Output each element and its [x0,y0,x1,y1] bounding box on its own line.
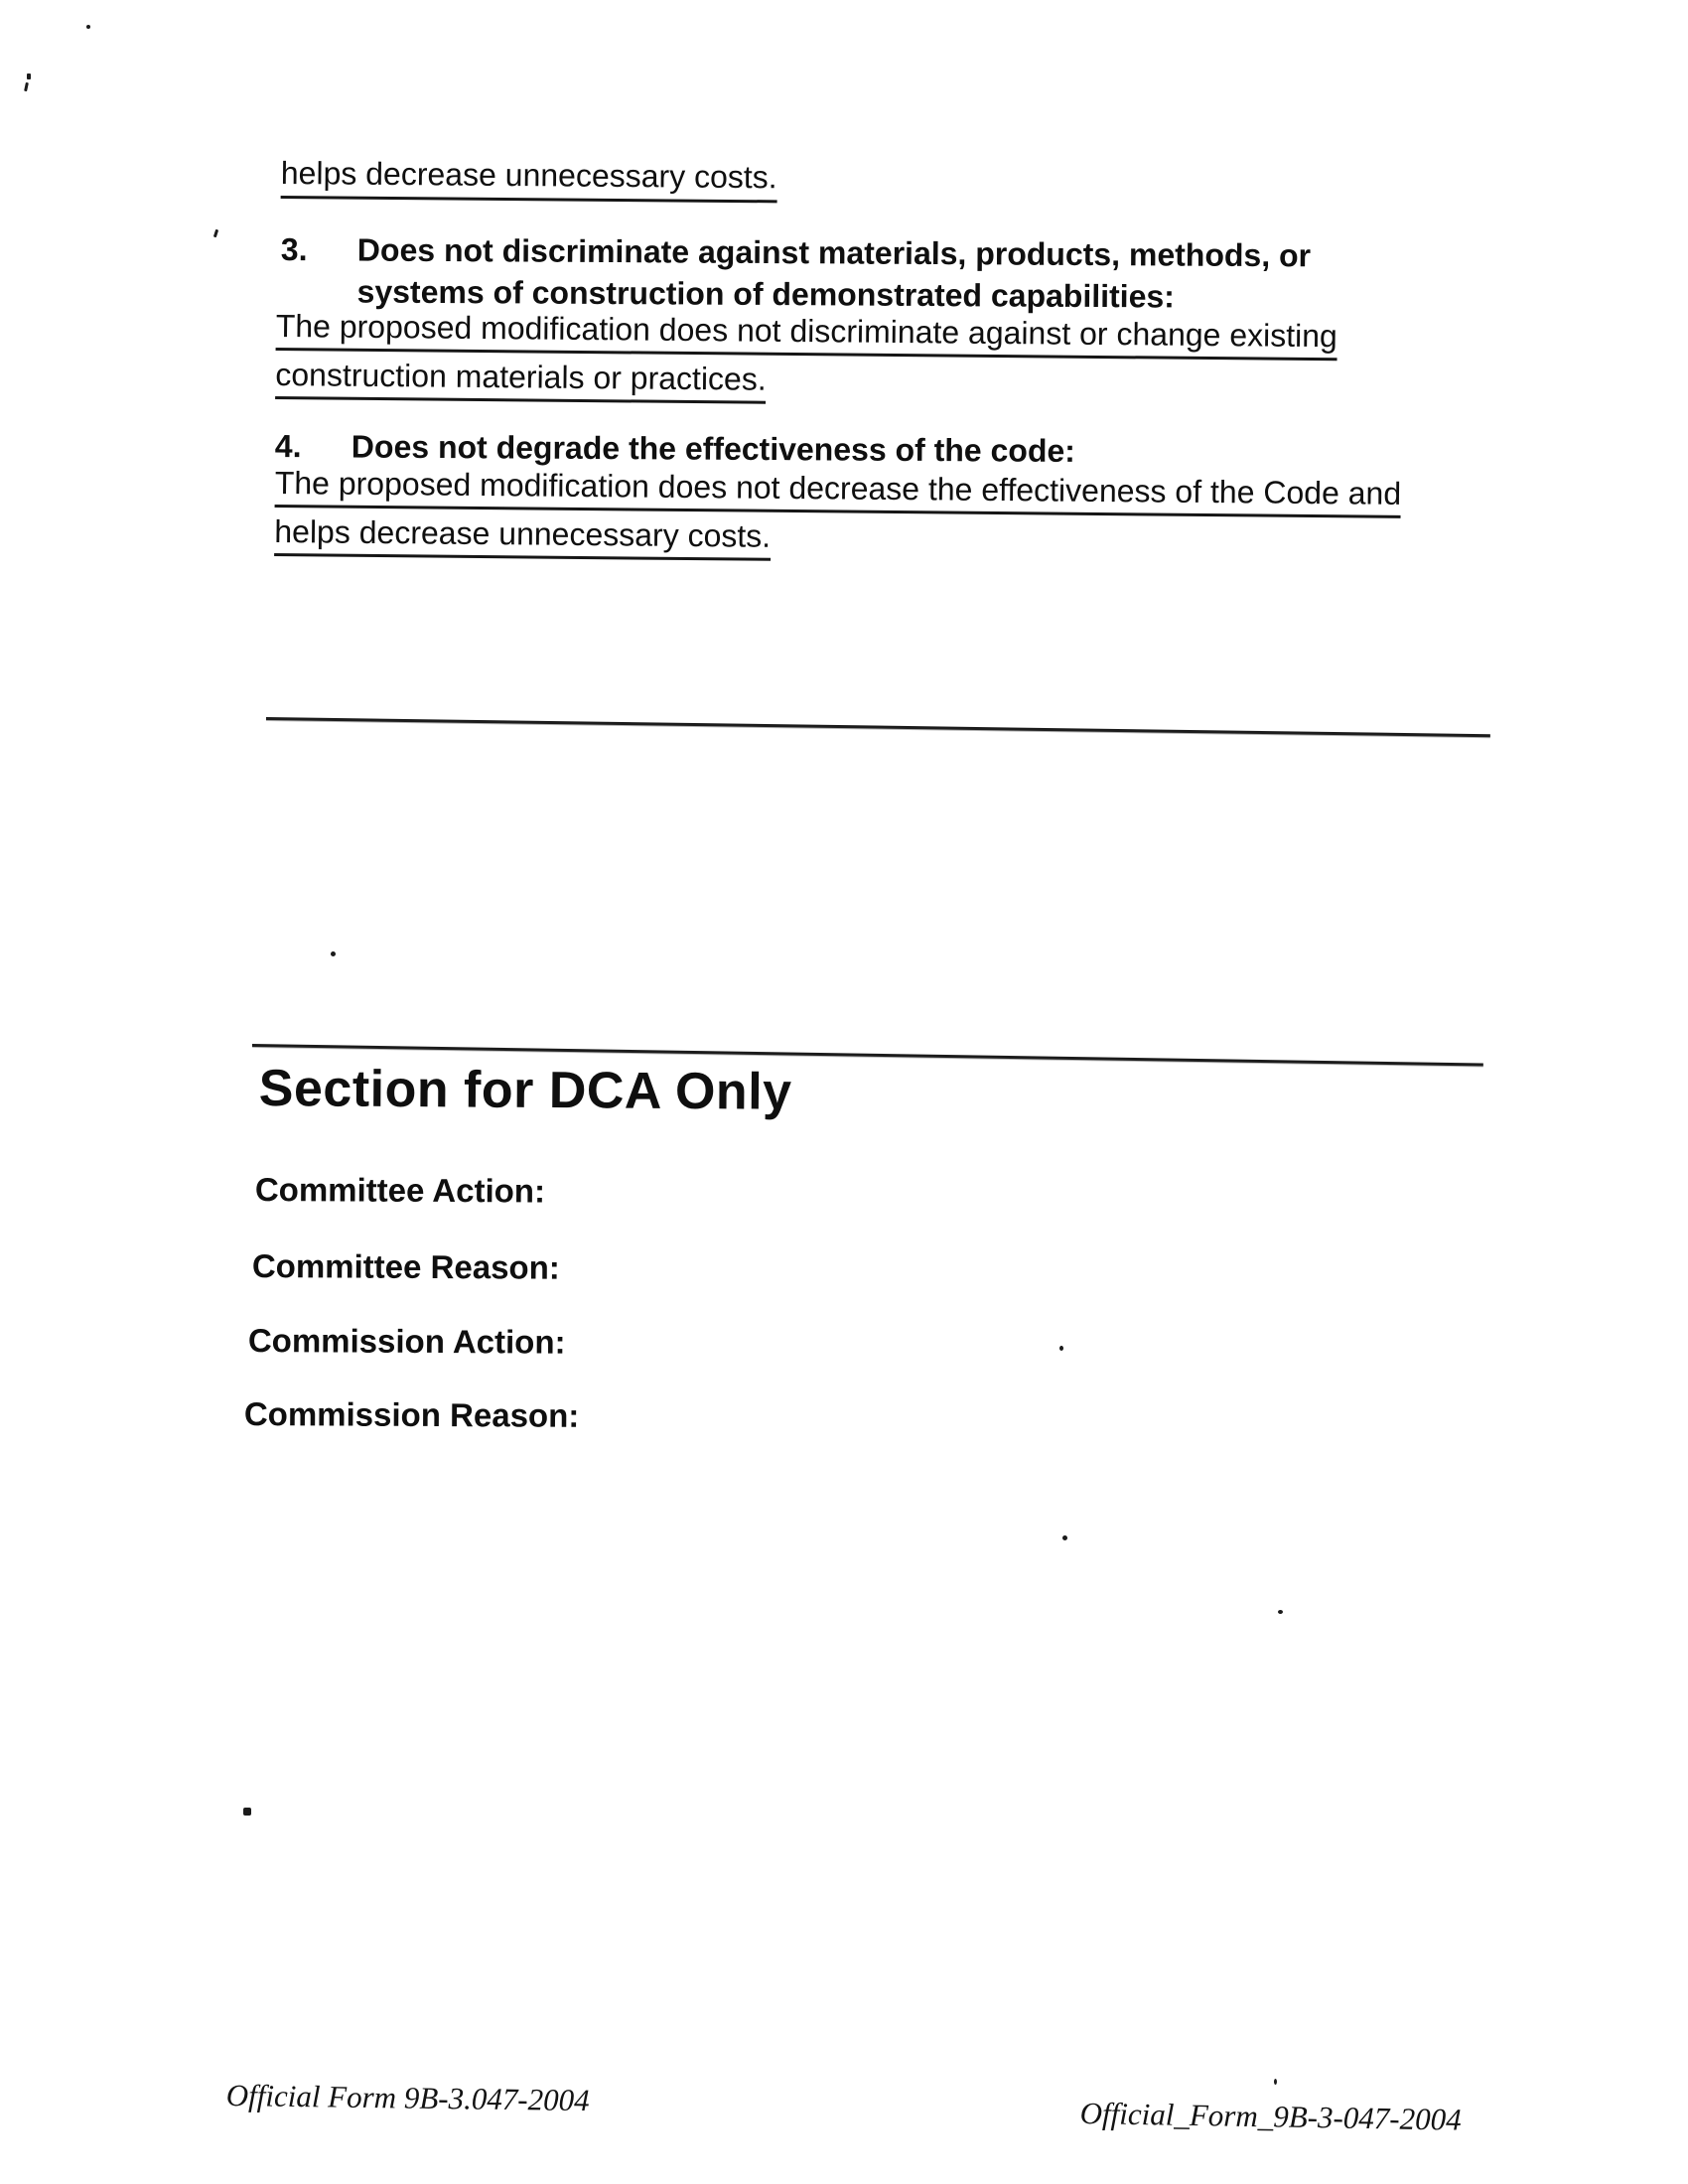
carryover-text: helps decrease unnecessary costs. [281,155,777,203]
criterion-4-response-line-2: helps decrease unnecessary costs. [274,511,771,561]
committee-reason-label: Committee Reason: [251,1247,560,1286]
criterion-3-heading-line-1: Does not discriminate against materials, products, methods, or [356,231,1312,274]
commission-reason-label: Commission Reason: [243,1395,580,1434]
scan-speck [1059,1346,1063,1351]
criterion-4-heading-line-1: Does not degrade the effectiveness of the code: [351,428,1076,469]
footer-form-number-left: Official Form 9B-3.047-2004 [225,2078,590,2118]
scan-speck [213,229,218,238]
criterion-3-response-line-2: construction materials or practices. [275,355,767,404]
scan-speck [331,951,336,956]
criterion-4-response [274,463,1401,571]
carryover-line [281,155,777,203]
scan-speck [1062,1535,1067,1540]
commission-action-label: Commission Action: [247,1322,566,1361]
dca-section-title: Section for DCA Only [258,1060,792,1121]
criterion-3-response [275,306,1337,413]
scan-speck [27,73,31,79]
criterion-3-response-line-1: The proposed modification does not discriminate against or change existing [276,306,1337,361]
criterion-3-heading [280,228,1311,318]
criterion-3-heading-line-2: systems of construction of demonstrated capabilities: [356,273,1175,315]
committee-action-label: Committee Action: [254,1171,546,1210]
footer-form-number-right: Official_Form_9B-3-047-2004 [1079,2096,1462,2137]
scan-speck [24,82,29,91]
horizontal-rule-middle [266,717,1490,737]
criterion-3-number: 3. [280,230,308,268]
scan-speck [1278,1610,1283,1614]
scan-speck [86,25,90,29]
criterion-4-number: 4. [274,427,302,465]
scan-speck [243,1808,251,1816]
criterion-4-response-line-1: The proposed modification does not decrease the effectiveness of the Code and [275,463,1402,518]
criterion-3-heading-text [356,228,1311,318]
scan-speck [1274,2079,1277,2085]
